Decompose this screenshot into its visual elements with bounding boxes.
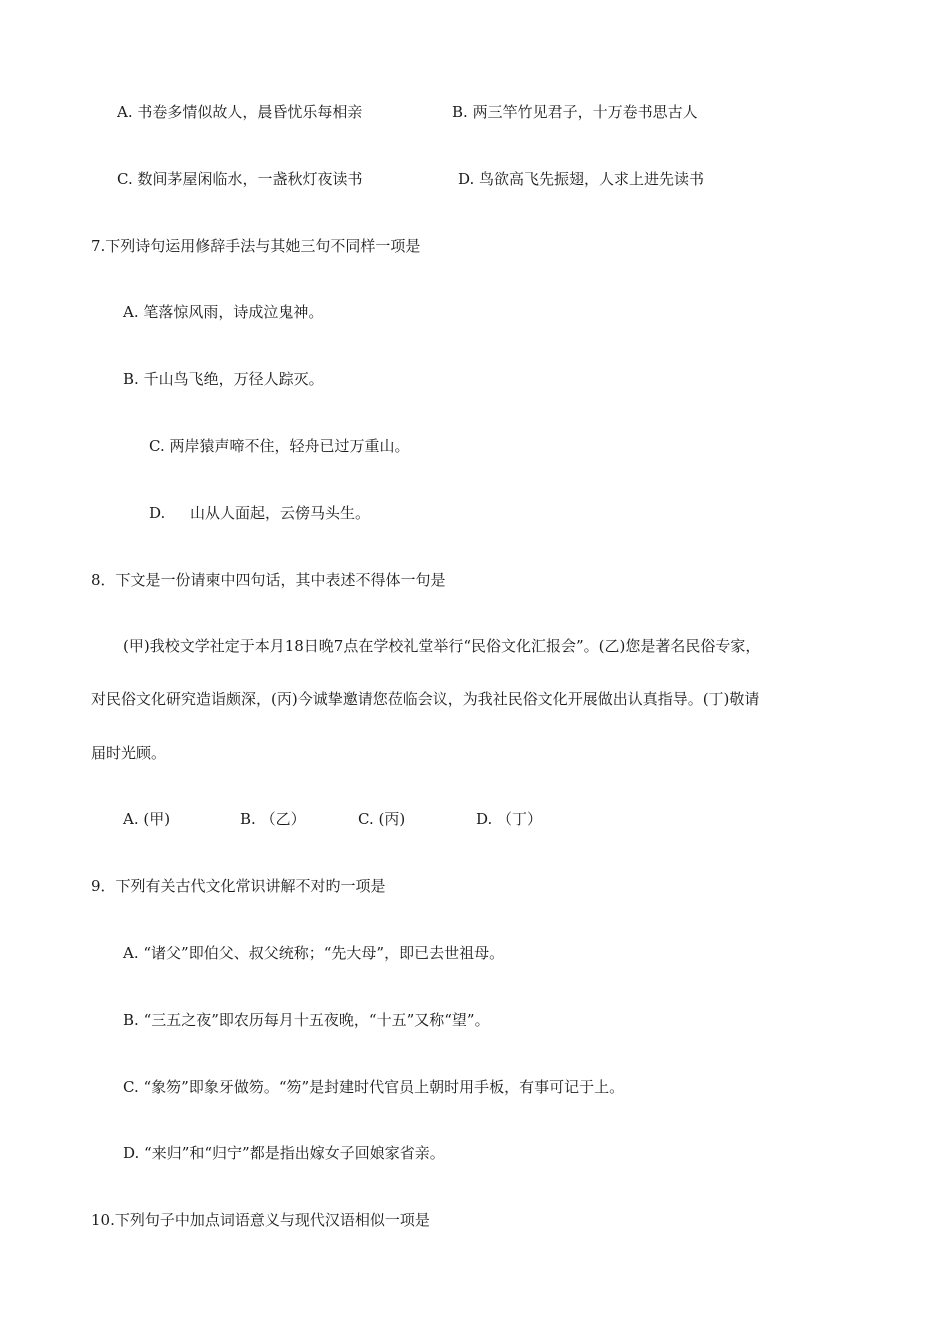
option-text: 两岸猿声啼不住，轻舟已过万重山。	[169, 437, 410, 455]
q8-passage-line-2: 对民俗文化研究造诣颇深，(丙)今诚挚邀请您莅临会议，为我社民俗文化开展做出认真指导。(丁)敬请	[91, 690, 760, 708]
option-text: 山从人面起，云傍马头生。	[190, 504, 371, 522]
q8-passage-line-3: 届时光顾。	[91, 744, 167, 762]
option-letter: C.	[117, 170, 133, 188]
option-text: 千山鸟飞绝，万径人踪灭。	[143, 370, 324, 388]
q8-option-d	[476, 809, 542, 829]
q8-option-c	[358, 809, 405, 829]
option-letter: B.	[240, 810, 256, 828]
option-letter: A.	[123, 944, 139, 962]
option-letter: D.	[476, 810, 493, 828]
option-text: （丁）	[497, 810, 543, 828]
option-letter: D.	[149, 504, 166, 522]
q8-option-a	[123, 809, 170, 829]
option-letter: B.	[123, 1011, 139, 1029]
q7-option-b	[123, 369, 324, 389]
q7-option-a	[123, 302, 323, 322]
q6-option-a	[117, 102, 362, 122]
option-text: 两三竿竹见君子，十万卷书思古人	[472, 103, 698, 121]
q9-option-a	[123, 943, 504, 963]
q7-stem: 7.下列诗句运用修辞手法与其她三句不同样一项是	[91, 237, 421, 255]
option-text: (丙)	[378, 810, 406, 828]
q9-stem: 9．下列有关古代文化常识讲解不对旳一项是	[91, 877, 386, 895]
option-letter: A.	[123, 810, 139, 828]
q7-option-d	[149, 503, 370, 523]
option-letter: C.	[123, 1078, 139, 1096]
option-letter: D.	[458, 170, 475, 188]
q8-option-b	[240, 809, 306, 829]
option-text: “来归”和“归宁”都是指出嫁女子回娘家省亲。	[144, 1144, 445, 1162]
q6-option-c	[117, 169, 363, 189]
option-letter: A.	[117, 103, 133, 121]
option-text: （乙）	[260, 810, 306, 828]
q9-option-c	[123, 1077, 624, 1097]
option-letter: D.	[123, 1144, 140, 1162]
q10-stem: 10.下列句子中加点词语意义与现代汉语相似一项是	[91, 1211, 430, 1229]
q6-option-d	[458, 169, 704, 189]
option-text: “三五之夜”即农历每月十五夜晚，“十五”又称“望”。	[143, 1011, 490, 1029]
option-letter: B.	[123, 370, 139, 388]
q9-option-d	[123, 1143, 445, 1163]
option-letter: C.	[149, 437, 165, 455]
option-text: “象笏”即象牙做笏。“笏”是封建时代官员上朝时用手板，有事可记于上。	[143, 1078, 625, 1096]
q8-stem: 8．下文是一份请柬中四句话，其中表述不得体一句是	[91, 571, 446, 589]
option-letter: B.	[452, 103, 468, 121]
q7-option-c	[149, 436, 410, 456]
option-text: 鸟欲高飞先振翅，人求上进先读书	[479, 170, 705, 188]
option-text: 数间茅屋闲临水，一盏秋灯夜读书	[137, 170, 363, 188]
option-text: 书卷多情似故人，晨昏忧乐每相亲	[137, 103, 363, 121]
option-letter: C.	[358, 810, 374, 828]
q9-option-b	[123, 1010, 490, 1030]
q8-passage-line-1: (甲)我校文学社定于本月18日晚7点在学校礼堂举行“民俗文化汇报会”。(乙)您是著名民俗专家，	[123, 637, 761, 655]
option-text: (甲)	[143, 810, 171, 828]
option-letter: A.	[123, 303, 139, 321]
option-text: 笔落惊风雨，诗成泣鬼神。	[143, 303, 324, 321]
option-text: “诸父”即伯父、叔父统称；“先大母”，即已去世祖母。	[143, 944, 505, 962]
q6-option-b	[452, 102, 698, 122]
